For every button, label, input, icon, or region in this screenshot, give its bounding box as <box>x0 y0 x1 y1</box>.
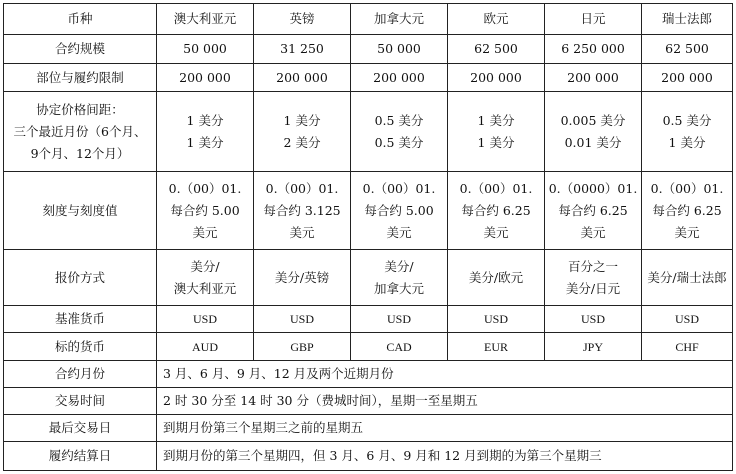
header-cell-gbp: 英镑 <box>254 4 351 35</box>
row-label: 交易时间 <box>4 388 157 415</box>
row-contract-months <box>4 361 733 388</box>
row-label: 部位与履约限制 <box>4 64 157 92</box>
cell: 0.（00）01. 每合约 3.125 美元 <box>254 172 351 250</box>
cell: USD <box>545 306 642 333</box>
cell: AUD <box>157 333 254 361</box>
cell: 200 000 <box>545 64 642 92</box>
row-label: 履约结算日 <box>4 442 157 471</box>
cell: 0.005 美分 0.01 美分 <box>545 92 642 172</box>
row-label: 协定价格间距： 三个最近月份（6个月、 9个月、12个月） <box>4 92 157 172</box>
cell: 200 000 <box>448 64 545 92</box>
row-label: 报价方式 <box>4 250 157 306</box>
cell: 50 000 <box>351 35 448 64</box>
cell: 0.5 美分 0.5 美分 <box>351 92 448 172</box>
row-strike-interval <box>4 92 733 172</box>
header-cell-currency: 币种 <box>4 4 157 35</box>
cell: 0.（00）01. 每合约 5.00 美元 <box>351 172 448 250</box>
row-quotation <box>4 250 733 306</box>
cell: USD <box>642 306 733 333</box>
cell: 1 美分 1 美分 <box>448 92 545 172</box>
merged-cell: 到期月份第三个星期三之前的星期五 <box>157 415 733 442</box>
row-position-limit <box>4 64 733 92</box>
header-row <box>4 4 733 35</box>
row-last-trading-day <box>4 415 733 442</box>
cell: 0.（00）01. 每合约 6.25 美元 <box>448 172 545 250</box>
header-cell-cad: 加拿大元 <box>351 4 448 35</box>
cell: CHF <box>642 333 733 361</box>
cell: USD <box>254 306 351 333</box>
row-label: 标的货币 <box>4 333 157 361</box>
row-trading-hours <box>4 388 733 415</box>
cell: 6 250 000 <box>545 35 642 64</box>
cell: 31 250 <box>254 35 351 64</box>
cell: 美分/瑞士法郎 <box>642 250 733 306</box>
cell: 62 500 <box>642 35 733 64</box>
cell: 美分/欧元 <box>448 250 545 306</box>
cell: 美分/ 澳大利亚元 <box>157 250 254 306</box>
cell: 200 000 <box>351 64 448 92</box>
cell: 200 000 <box>642 64 733 92</box>
cell: JPY <box>545 333 642 361</box>
cell: CAD <box>351 333 448 361</box>
cell: 1 美分 1 美分 <box>157 92 254 172</box>
cell: 0.5 美分 1 美分 <box>642 92 733 172</box>
cell: 0.（00）01. 每合约 5.00 美元 <box>157 172 254 250</box>
header-cell-chf: 瑞士法郎 <box>642 4 733 35</box>
header-cell-eur: 欧元 <box>448 4 545 35</box>
merged-cell: 到期月份的第三个星期四，但 3 月、6 月、9 月和 12 月到期的为第三个星期三 <box>157 442 733 471</box>
row-label: 最后交易日 <box>4 415 157 442</box>
row-label: 基准货币 <box>4 306 157 333</box>
row-tick-size <box>4 172 733 250</box>
row-base-currency <box>4 306 733 333</box>
row-label: 合约规模 <box>4 35 157 64</box>
merged-cell: 2 时 30 分至 14 时 30 分（费城时间），星期一至星期五 <box>157 388 733 415</box>
cell: 美分/ 加拿大元 <box>351 250 448 306</box>
cell: 1 美分 2 美分 <box>254 92 351 172</box>
row-underlying-currency <box>4 333 733 361</box>
cell: GBP <box>254 333 351 361</box>
merged-cell: 3 月、6 月、9 月、12 月及两个近期月份 <box>157 361 733 388</box>
cell: 50 000 <box>157 35 254 64</box>
header-cell-jpy: 日元 <box>545 4 642 35</box>
cell: USD <box>448 306 545 333</box>
currency-options-spec-table <box>3 3 733 471</box>
cell: EUR <box>448 333 545 361</box>
cell: 200 000 <box>157 64 254 92</box>
cell: USD <box>351 306 448 333</box>
row-contract-size <box>4 35 733 64</box>
cell: 0.（0000）01. 每合约 6.25 美元 <box>545 172 642 250</box>
row-label: 刻度与刻度值 <box>4 172 157 250</box>
cell: 62 500 <box>448 35 545 64</box>
cell: 百分之一 美分/日元 <box>545 250 642 306</box>
row-settlement-day <box>4 442 733 471</box>
row-label: 合约月份 <box>4 361 157 388</box>
cell: 200 000 <box>254 64 351 92</box>
cell: 美分/英镑 <box>254 250 351 306</box>
cell: 0.（00）01. 每合约 6.25 美元 <box>642 172 733 250</box>
cell: USD <box>157 306 254 333</box>
header-cell-aud: 澳大利亚元 <box>157 4 254 35</box>
